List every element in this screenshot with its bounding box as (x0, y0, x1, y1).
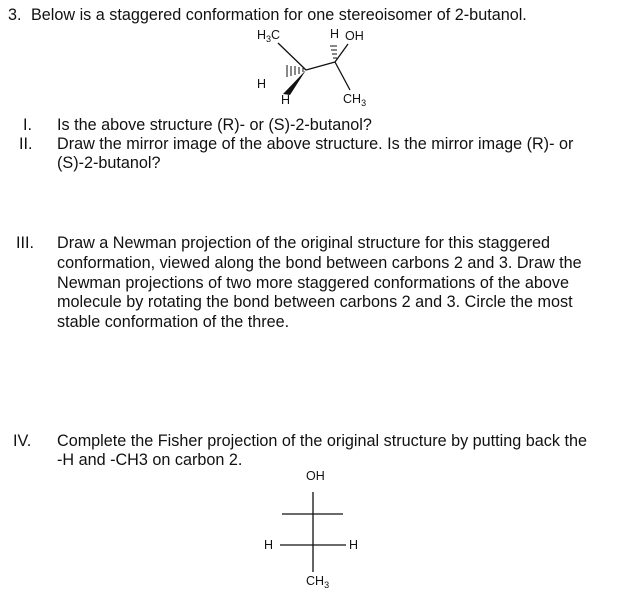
fisher-left-h-label: H (264, 538, 274, 552)
h3c-label: $H_3C$ (257, 28, 281, 44)
part-3-numeral: III. (16, 234, 34, 252)
part-4-line-2: -H and -CH3 on carbon 2. (57, 451, 243, 469)
part-2-line-2: (S)-2-butanol? (57, 154, 161, 172)
c2-h-left-label: H (257, 77, 267, 91)
part-4-numeral: IV. (13, 432, 32, 450)
c2-c3-bond (306, 62, 335, 70)
part-3-line: Newman projections of two more staggered conformations of the above (57, 273, 569, 292)
fisher-top-oh-label: OH (306, 469, 325, 483)
part-2-line-1: Draw the mirror image of the above structure. Is the mirror image (R)- or (57, 135, 574, 153)
part-3-line: conformation, viewed along the bond between carbons 2 and 3. Draw the (57, 253, 582, 272)
question-number: 3. (8, 6, 22, 24)
c3-oh-bond (335, 44, 348, 62)
part-2-numeral: II. (19, 135, 33, 153)
c3-ch3-bond (335, 62, 350, 90)
fisher-right-h-label: H (349, 538, 359, 552)
c3-h-hashed-bond (330, 46, 337, 58)
c2-h-hashed-bond (287, 65, 303, 77)
part-1-numeral: I. (23, 116, 32, 134)
c2-h-bottom-label: H (281, 93, 291, 107)
c2-ch3-bond (278, 43, 306, 70)
c3-h-label: H (330, 27, 340, 41)
oh-label: OH (345, 29, 364, 43)
question-stem: Below is a staggered conformation for one stereoisomer of 2-butanol. (31, 6, 527, 24)
fisher-bottom-ch3-label: $CH_3$ (306, 574, 330, 590)
part-1-text: Is the above structure (R)- or (S)-2-butanol? (57, 116, 372, 134)
part-3-line: molecule by rotating the bond between carbons 2 and 3. Circle the most (57, 293, 573, 312)
part-3-text (57, 234, 582, 333)
ch3-label: $CH_3$ (343, 92, 367, 108)
part-3-line: Draw a Newman projection of the original structure for this staggered (57, 234, 551, 252)
part-4-line-1: Complete the Fisher projection of the original structure by putting back the (57, 432, 587, 450)
part-3-line: stable conformation of the three. (57, 313, 290, 332)
